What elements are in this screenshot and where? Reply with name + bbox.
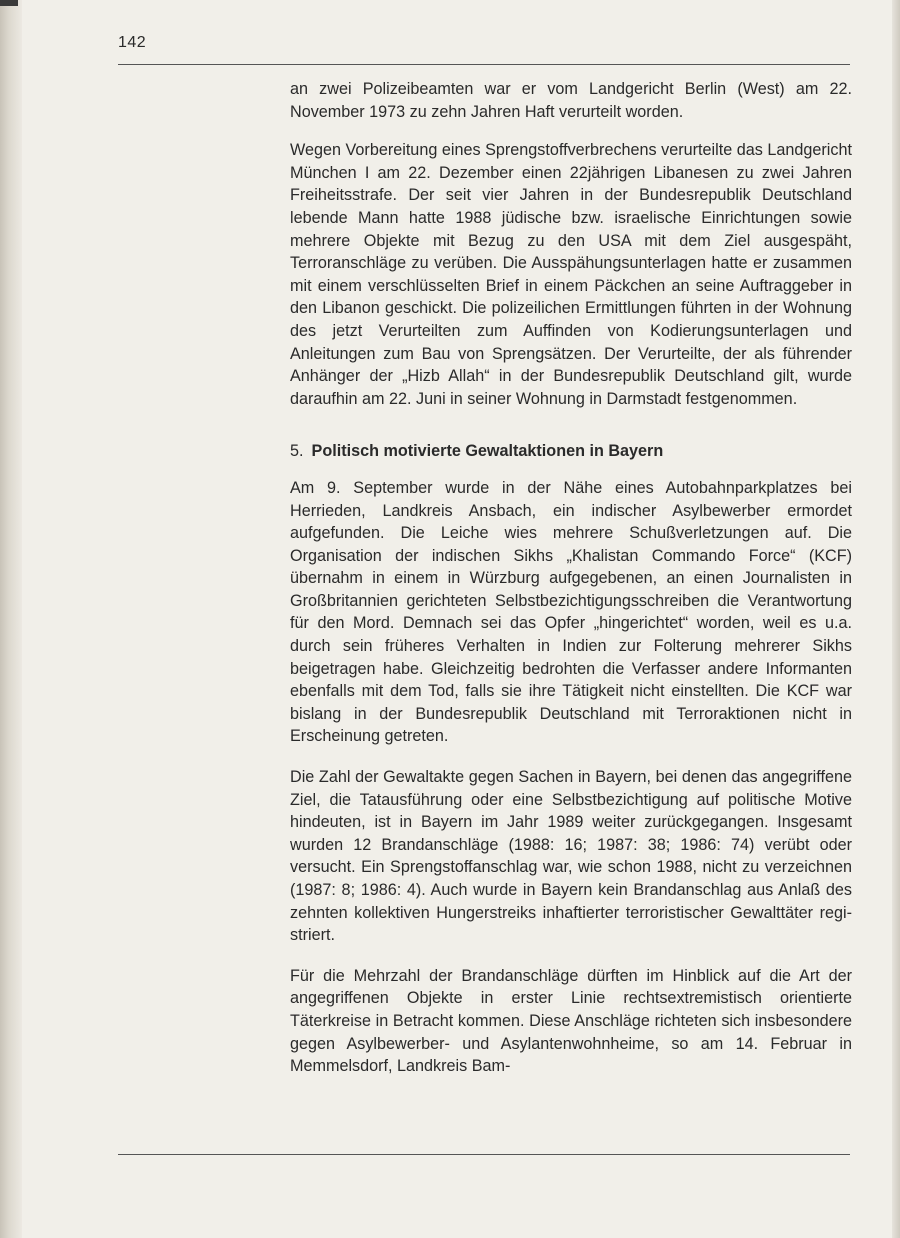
paragraph: Wegen Vorbereitung eines Sprengstoffverbrechens verurteilte das Landgericht München I am 22. Dezember einen 22jährigen Libanesen zu zwei Jahren Freiheitsstrafe. Der seit vier Jahren in der Bundesrepublik Deutschland lebende Mann hatte 1988 jüdische bzw. israelische Einrichtungen sowie mehrere Objekte mit Bezug zu den USA mit dem Ziel ausgespäht, Terroranschläge zu verüben. Die Ausspähungsunterlagen hatte er zusammen mit einem verschlüsselten Brief in einem Päckchen an seine Auftraggeber in den Libanon geschickt. Die polizeilichen Ermittlungen führten in der Wohnung des jetzt Verurteilten zum Auffinden von Kodierungsunterlagen und Anleitungen zum Bau von Sprengsätzen. Der Verurteilte, der als führender Anhänger der „Hizb Allah“ in der Bundesrepublik Deutschland gilt, wurde daraufhin am 22. Juni in seiner Wohnung in Darmstadt festgenommen.: [290, 141, 852, 408]
spine-mark: [0, 0, 18, 6]
page-body: [290, 78, 852, 1094]
page-number: 142: [118, 34, 147, 51]
paragraph: Die Zahl der Gewaltakte gegen Sachen in Bayern, bei denen das angegriffene Ziel, die Tatausführung oder eine Selbstbezichtigung auf politische Motive hindeuten, ist in Bayern im Jahr 1989 weiter zurückgegangen. Insgesamt wurden 12 Brandanschläge (1988: 16; 1987: 38; 1986: 74) verübt oder versucht. Ein Sprengstoffanschlag war, wie schon 1988, nicht zu verzeichnen (1987: 8; 1986: 4). Auch wurde in Bayern kein Brandanschlag aus Anlaß des zehnten kollektiven Hungerstreiks inhaftierter terroristischer Gewalttäter registriert.: [290, 768, 852, 945]
section-number: 5.: [290, 442, 304, 461]
header-rule: [118, 64, 850, 65]
page-edge: [892, 0, 900, 1238]
book-spine-shadow: [0, 0, 22, 1238]
paragraph: an zwei Polizeibeamten war er vom Landgericht Berlin (West) am 22. November 1973 zu zehn Jahren Haft verurteilt worden.: [290, 80, 852, 121]
section-title: Politisch motivierte Gewaltaktionen in Bayern: [311, 442, 664, 461]
footer-rule: [118, 1154, 850, 1155]
section-heading: [290, 440, 852, 463]
paragraph: Am 9. September wurde in der Nähe eines Autobahnparkplatzes bei Herrieden, Landkreis Ansbach, ein indischer Asylbewerber ermordet aufgefunden. Die Leiche wies mehrere Schußverletzungen auf. Die Organisation der indischen Sikhs „Khalistan Commando Force“ (KCF) übernahm in einem in Würzburg aufgegebenen, an einen Journalisten in Großbritannien gerichteten Selbstbezichtigungsschreiben die Verantwortung für den Mord. Demnach sei das Opfer „hingerichtet“ worden, weil es u.a. durch sein früheres Verhalten in Indien zur Folterung mehrerer Sikhs beigetragen habe. Gleichzeitig bedrohten die Verfasser andere Informanten ebenfalls mit dem Tod, falls sie ihre Tätigkeit nicht einstellten. Die KCF war bislang in der Bundesrepublik Deutschland mit Terroraktionen nicht in Erscheinung getreten.: [290, 478, 852, 746]
paragraph: Für die Mehrzahl der Brandanschläge dürften im Hinblick auf die Art der angegriffenen Objekte in erster Linie rechtsextremistisch orientierte Täterkreise in Betracht kommen. Diese Anschläge richteten sich insbesondere gegen Asylbewerber- und Asylantenwohnheime, so am 14. Februar in Memmelsdorf, Landkreis Bam-: [290, 966, 852, 1076]
